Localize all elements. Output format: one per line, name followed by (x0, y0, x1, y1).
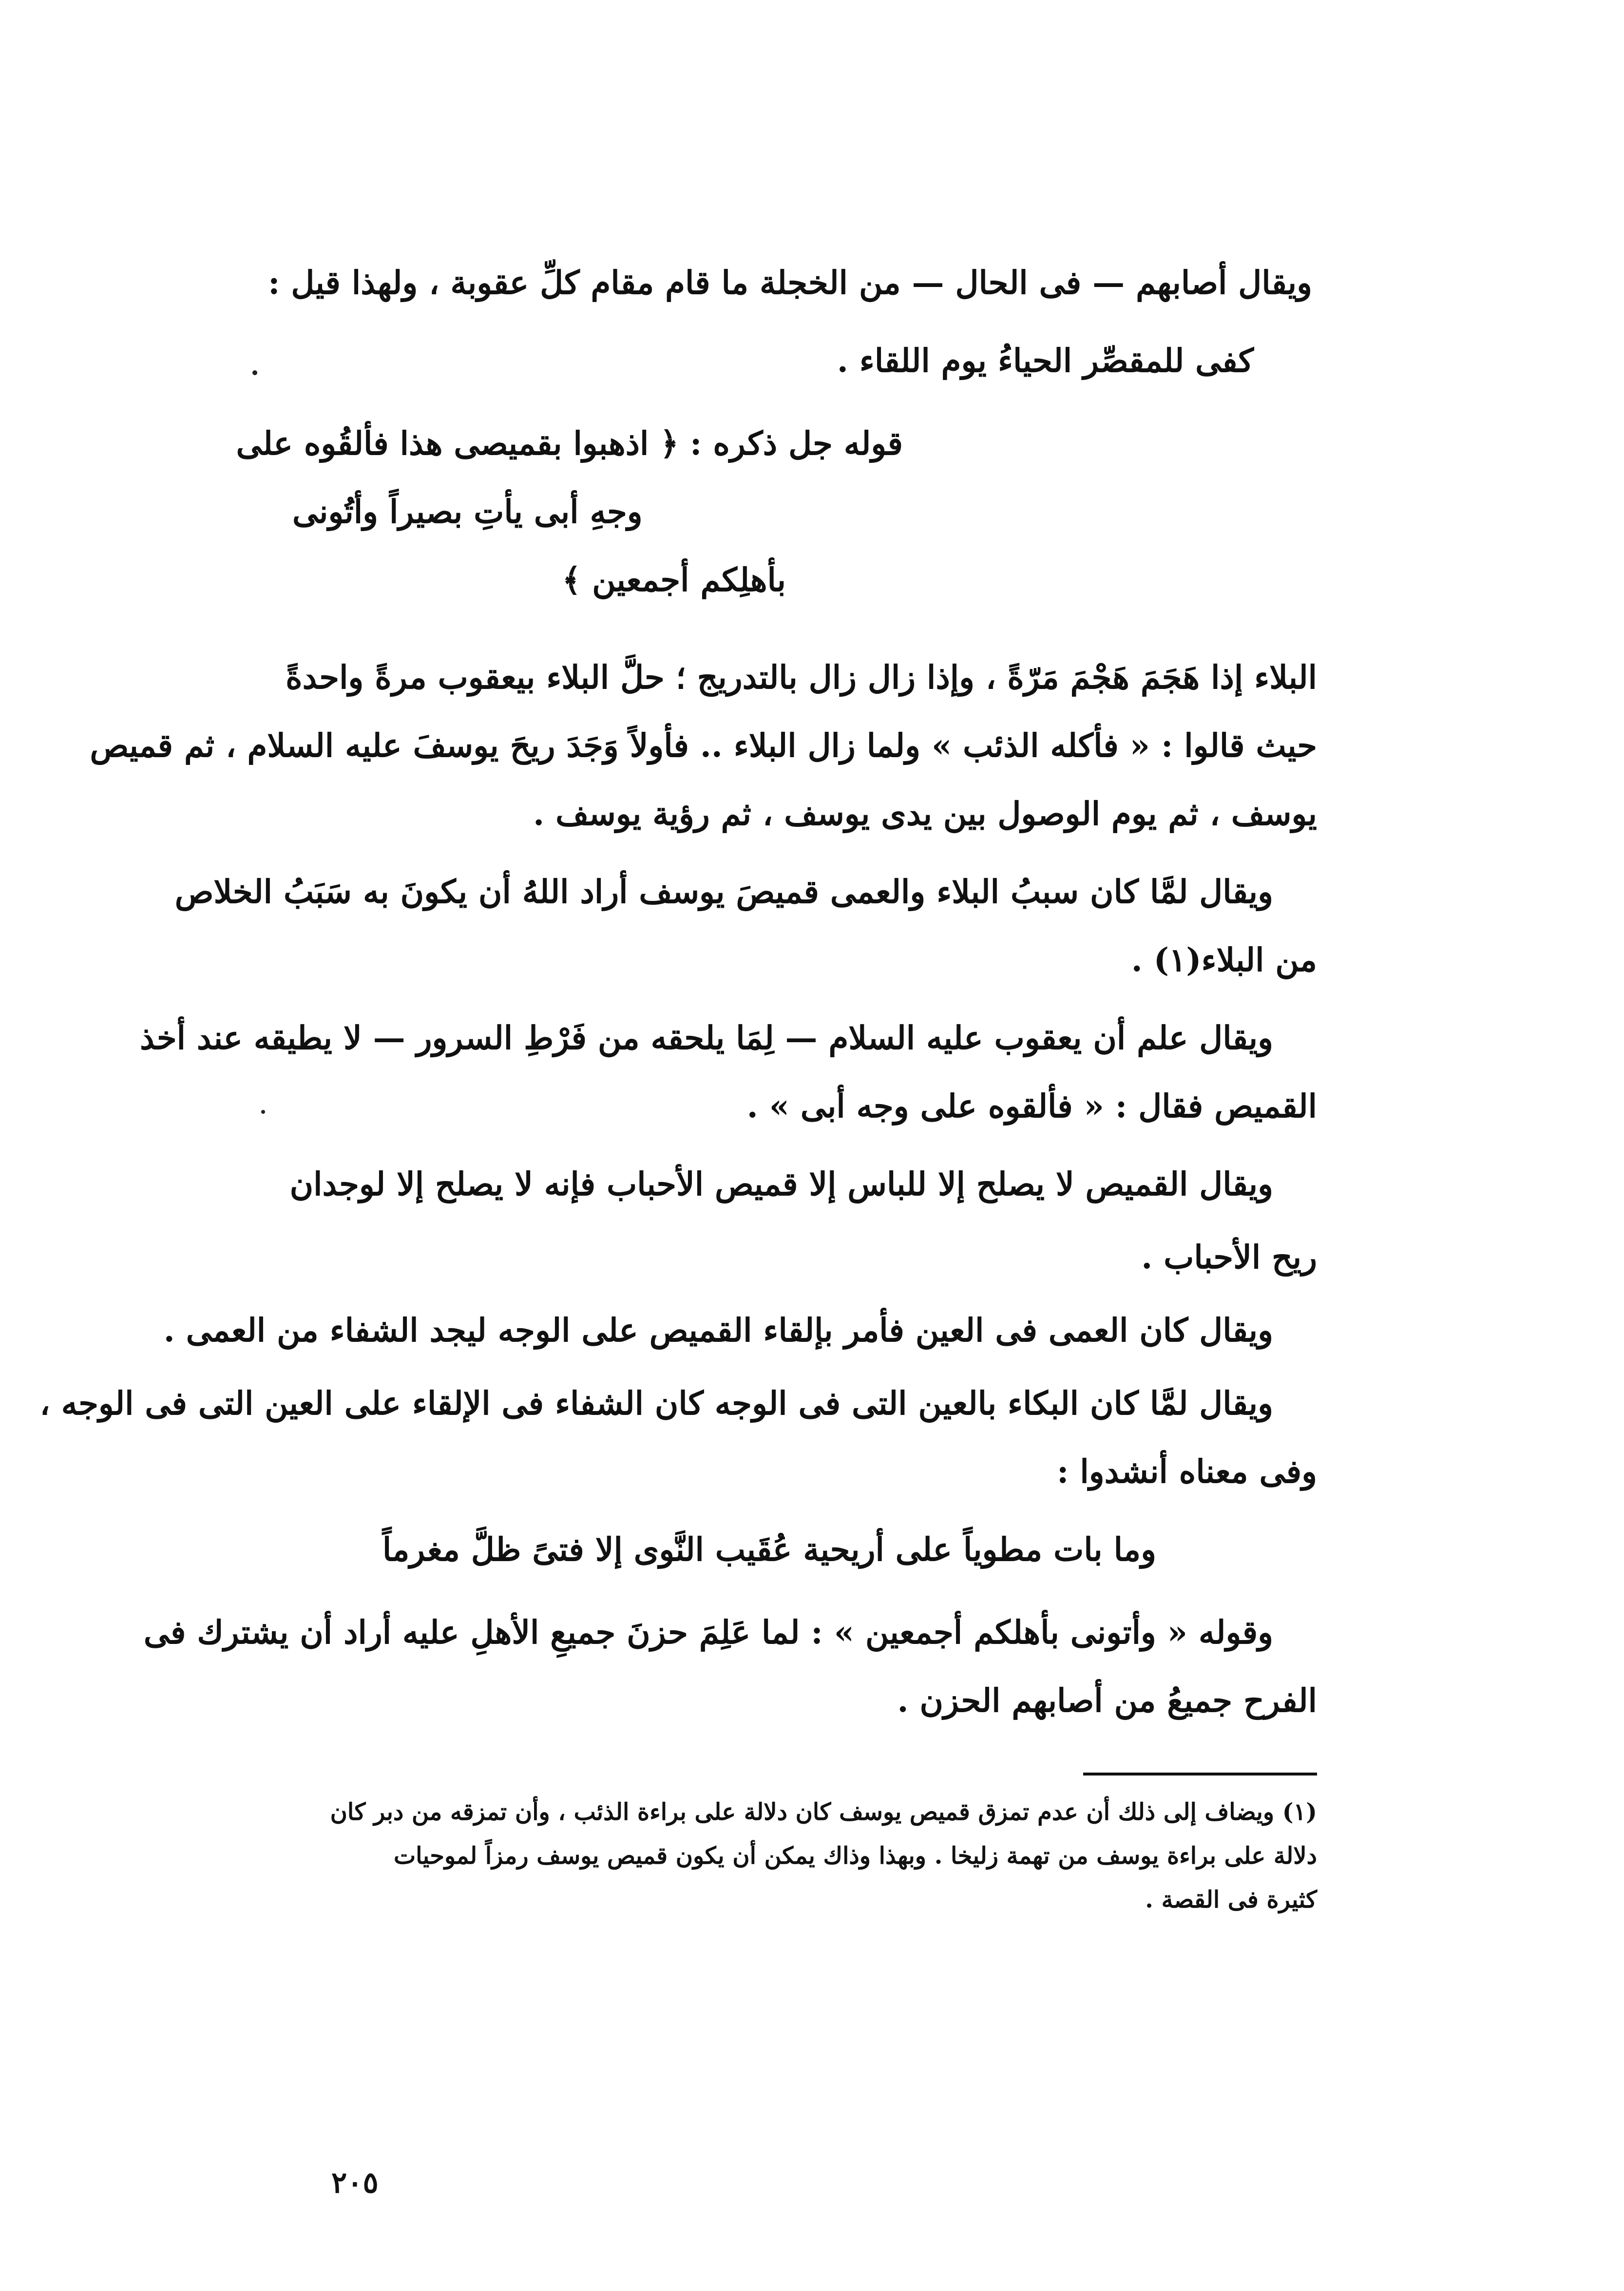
scan-speck (252, 370, 257, 375)
body-line: البلاء إذا هَجَمَ هَجْمَ مَرّةً ، وإذا زال زال بالتدريج ؛ حلَّ البلاء بيعقوب مرةً واحدةً (286, 658, 1317, 696)
body-line: ريح الأحباب . (1141, 1238, 1317, 1276)
body-line: الفرح جميعُ من أصابهم الحزن . (897, 1681, 1317, 1719)
page-number: ٢٠٥ (331, 2166, 379, 2200)
body-line: وقوله « وأتونى بأهلكم أجمعين » : لما عَلِمَ حزنَ جميعِ الأهلِ عليه أراد أن يشترك فى (143, 1613, 1273, 1651)
verse-line: بأهلِكم أجمعين ﴾ (562, 561, 786, 599)
verse-line: وجهِ أبى يأتِ بصيراً وأتُونى (292, 493, 643, 531)
footnote-separator (1083, 1773, 1317, 1776)
body-line: يوسف ، ثم يوم الوصول بين يدى يوسف ، ثم رؤية يوسف . (533, 795, 1317, 833)
body-line: ويقال أصابهم — فى الحال — من الخجلة ما قام مقام كلِّ عقوبة ، ولهذا قيل : (268, 264, 1312, 302)
body-line: ويقال لمَّا كان سببُ البلاء والعمى قميصَ يوسف أراد اللهُ أن يكونَ به سَبَبُ الخلاص (174, 873, 1273, 911)
body-line: كفى للمقصِّر الحياءُ يوم اللقاء . (837, 342, 1254, 380)
body-line: ويقال لمَّا كان البكاء بالعين التى فى الوجه كان الشفاء فى الإلقاء على العين التى فى الوجه ، (39, 1384, 1273, 1422)
body-line: ويقال القميص لا يصلح إلا للباس إلا قميص الأحباب فإنه لا يصلح إلا لوجدان (289, 1165, 1273, 1203)
footnote-line: كثيرة فى القصة . (1145, 1886, 1317, 1913)
footnote-line: دلالة على براءة يوسف من تهمة زليخا . وبهذا وذاك يمكن أن يكون قميص يوسف رمزاً لموحيات (393, 1842, 1317, 1870)
body-line: من البلاء(١) . (1131, 941, 1317, 979)
poem-verse: وما بات مطوياً على أريحية عُقَيب النَّوى إلا فتىً ظلَّ مغرماً (382, 1530, 1156, 1568)
body-line: القميص فقال : « فألقوه على وجه أبى » . (746, 1087, 1317, 1125)
footnote-line: (١) ويضاف إلى ذلك أن عدم تمزق قميص يوسف كان دلالة على براءة الذئب ، وأن تمزقه من دبر كان (330, 1798, 1317, 1826)
body-line: حيث قالوا : « فأكله الذئب » ولما زال البلاء .. فأولاً وَجَدَ ريحَ يوسفَ عليه السلام ، ثم قميص (90, 726, 1317, 764)
body-line: وفى معناه أنشدوا : (1057, 1452, 1317, 1490)
body-line: ويقال كان العمى فى العين فأمر بإلقاء القميص على الوجه ليجد الشفاء من العمى . (163, 1311, 1273, 1349)
verse-line: قوله جل ذكره : ﴿ اذهبوا بقميصى هذا فألقُوه على (236, 424, 903, 462)
scan-speck (261, 1110, 265, 1114)
body-line: ويقال علم أن يعقوب عليه السلام — لِمَا يلحقه من فَرْطِ السرور — لا يطيقه عند أخذ (140, 1019, 1273, 1057)
